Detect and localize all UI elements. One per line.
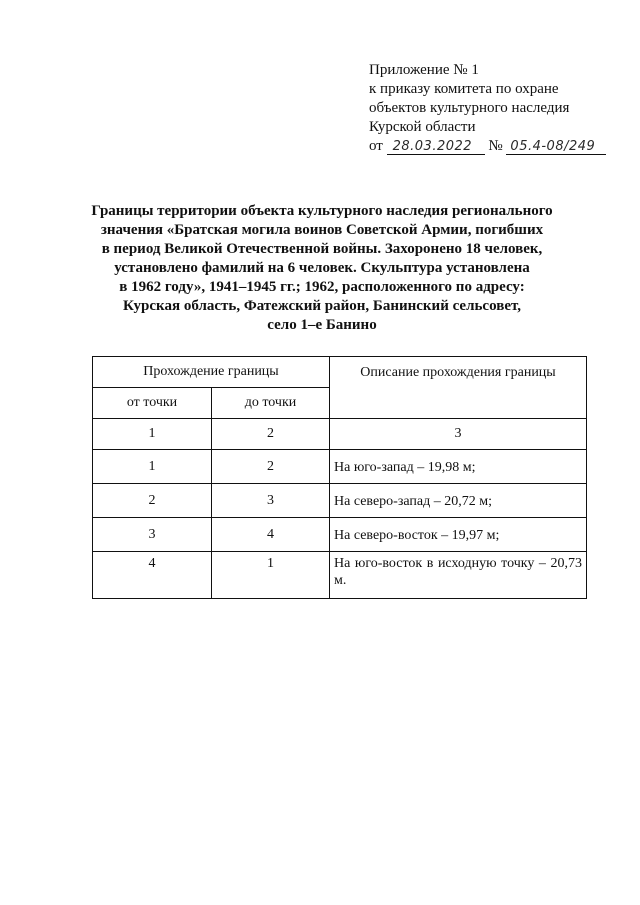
title-line: Курская область, Фатежский район, Банинский сельсовет, xyxy=(123,298,521,314)
from-point-cell: 3 xyxy=(93,518,212,552)
numbering-cell: 3 xyxy=(330,419,587,450)
title-line: село 1–е Банино xyxy=(267,317,377,333)
appendix-block xyxy=(369,61,606,156)
number-label: № xyxy=(488,138,503,154)
document-title xyxy=(60,202,584,335)
description-cell: На северо-восток – 19,97 м; xyxy=(330,518,587,552)
appendix-line-1: Приложение № 1 xyxy=(369,62,479,78)
to-point-cell: 1 xyxy=(212,552,330,599)
description-cell: На юго-запад – 19,98 м; xyxy=(330,450,587,484)
from-point-cell: 1 xyxy=(93,450,212,484)
title-line: установлено фамилий на 6 человек. Скульптура установлена xyxy=(114,260,530,276)
boundary-table xyxy=(92,356,587,599)
numbering-cell: 1 xyxy=(93,419,212,450)
description-cell: На северо-запад – 20,72 м; xyxy=(330,484,587,518)
order-number-handwritten: 05.4-08/249 xyxy=(510,139,596,154)
title-line: в 1962 году», 1941–1945 гг.; 1962, расположенного по адресу: xyxy=(119,279,525,295)
title-line: значения «Братская могила воинов Советской Армии, погибших xyxy=(100,222,544,238)
header-from-point: от точки xyxy=(93,388,212,419)
table-numbering-row xyxy=(93,419,587,450)
header-boundary-description: Описание прохождения границы xyxy=(330,357,587,419)
order-date-field xyxy=(387,139,485,155)
table-row xyxy=(93,552,587,599)
from-label: от xyxy=(369,138,383,154)
title-line: в период Великой Отечественной войны. Захоронено 18 человек, xyxy=(101,241,543,257)
to-point-cell: 2 xyxy=(212,450,330,484)
from-point-cell: 4 xyxy=(93,552,212,599)
table-row xyxy=(93,450,587,484)
appendix-order-line xyxy=(369,137,606,156)
title-line: Границы территории объекта культурного наследия регионального xyxy=(91,203,553,219)
order-date-handwritten: 28.03.2022 xyxy=(392,139,473,154)
table-row xyxy=(93,518,587,552)
appendix-line-4: Курской области xyxy=(369,119,476,135)
to-point-cell: 3 xyxy=(212,484,330,518)
to-point-cell: 4 xyxy=(212,518,330,552)
numbering-cell: 2 xyxy=(212,419,330,450)
description-text: На юго-восток в исходную точку – 20,73 м. xyxy=(334,556,582,588)
description-cell xyxy=(330,552,587,599)
appendix-line-2: к приказу комитета по охране xyxy=(369,81,559,97)
table-row xyxy=(93,484,587,518)
header-boundary-passage: Прохождение границы xyxy=(93,357,330,388)
header-to-point: до точки xyxy=(212,388,330,419)
appendix-line-3: объектов культурного наследия xyxy=(369,100,570,116)
from-point-cell: 2 xyxy=(93,484,212,518)
table-header-row xyxy=(93,357,587,388)
order-number-field xyxy=(506,139,606,155)
